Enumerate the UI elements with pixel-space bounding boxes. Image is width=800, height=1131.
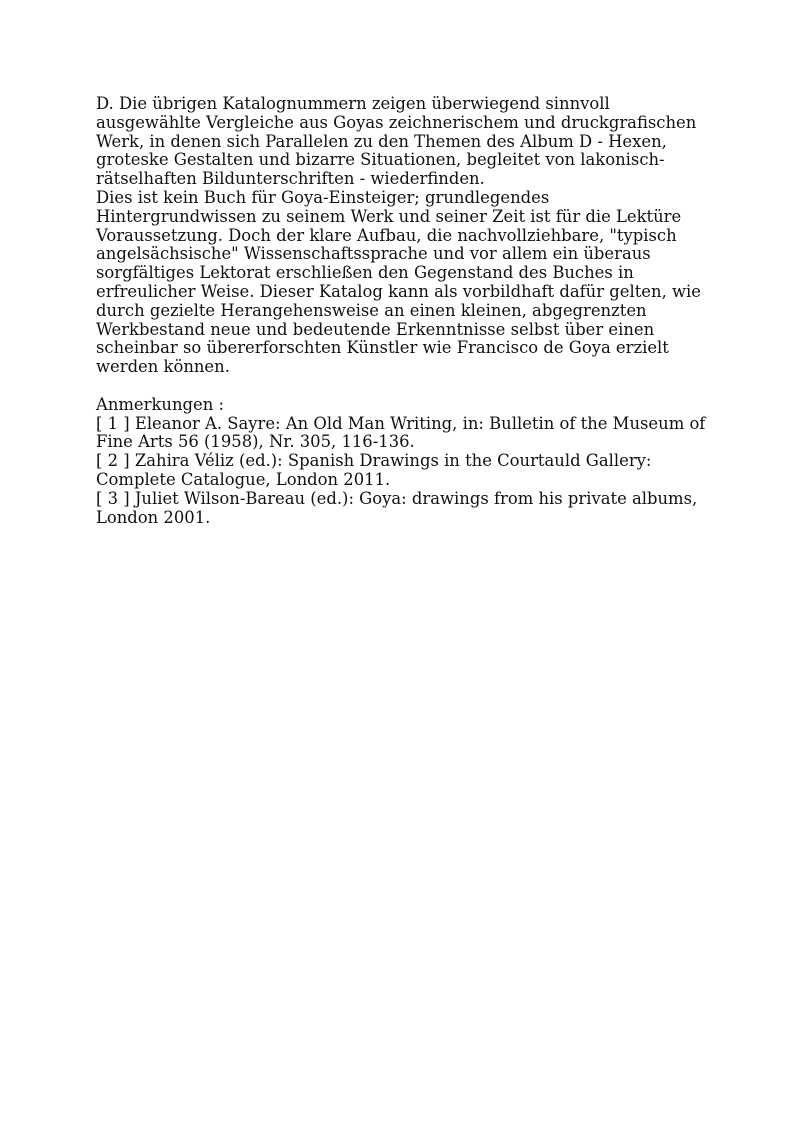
text-line: angelsächsische" Wissenschaftssprache und vor allem ein überaus — [96, 244, 651, 264]
notes-section — [96, 396, 716, 528]
body-paragraph-1 — [96, 95, 716, 189]
document-page — [96, 95, 716, 527]
footnote-line: [ 2 ] Zahira Véliz (ed.): Spanish Drawings in the Courtauld Gallery: — [96, 451, 652, 471]
text-line: D. Die übrigen Katalognummern zeigen überwiegend sinnvoll — [96, 94, 610, 113]
spacer — [96, 377, 716, 396]
footnote-2 — [96, 452, 716, 490]
footnote-line: London 2001. — [96, 507, 211, 527]
text-line: Voraussetzung. Doch der klare Aufbau, die nachvollziehbare, "typisch — [96, 225, 677, 245]
body-paragraph-2 — [96, 189, 716, 377]
footnote-line: Complete Catalogue, London 2011. — [96, 469, 391, 489]
text-line: Werk, in denen sich Parallelen zu den Themen des Album D - Hexen, — [96, 131, 667, 151]
text-line: groteske Gestalten und bizarre Situationen, begleitet von lakonisch- — [96, 150, 665, 170]
text-line: rätselhaften Bildunterschriften - wiederfinden. — [96, 169, 485, 189]
footnote-1 — [96, 415, 716, 453]
text-line: sorgfältiges Lektorat erschließen den Gegenstand des Buches in — [96, 263, 634, 283]
text-line: ausgewählte Vergleiche aus Goyas zeichnerischem und druckgrafischen — [96, 112, 697, 132]
text-line: Dies ist kein Buch für Goya-Einsteiger; grundlegendes — [96, 187, 550, 207]
footnote-line: [ 3 ] Juliet Wilson-Bareau (ed.): Goya: drawings from his private albums, — [96, 488, 698, 508]
text-line: scheinbar so übererforschten Künstler wie Francisco de Goya erzielt — [96, 338, 669, 358]
footnote-line: Fine Arts 56 (1958), Nr. 305, 116-136. — [96, 432, 415, 452]
footnote-line: [ 1 ] Eleanor A. Sayre: An Old Man Writing, in: Bulletin of the Museum of — [96, 413, 706, 433]
text-line: werden können. — [96, 357, 230, 377]
notes-heading: Anmerkungen : — [96, 394, 224, 414]
text-line: Werkbestand neue und bedeutende Erkenntnisse selbst über einen — [96, 319, 655, 339]
text-line: erfreulicher Weise. Dieser Katalog kann als vorbildhaft dafür gelten, wie — [96, 281, 701, 301]
text-line: durch gezielte Herangehensweise an einen kleinen, abgegrenzten — [96, 300, 647, 320]
text-line: Hintergrundwissen zu seinem Werk und seiner Zeit ist für die Lektüre — [96, 206, 682, 226]
footnote-3 — [96, 490, 716, 528]
